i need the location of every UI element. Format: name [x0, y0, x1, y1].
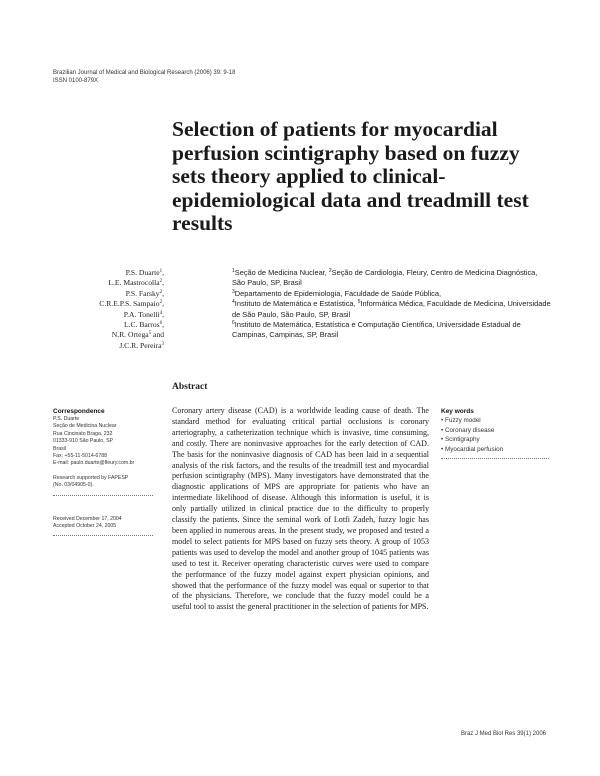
author-name: L.E. Mastrocolla$^2$, [108, 278, 164, 288]
author-label: L.E. Mastrocolla [108, 278, 160, 288]
address-line: Seção de Medicina Nuclear [53, 423, 117, 430]
keyword-item: • Scintigraphy [441, 436, 480, 444]
author-affiliation-mark: 2 [159, 289, 163, 295]
author-affiliation-mark: 2 [159, 300, 163, 306]
journal-citation: Brazilian Journal of Medical and Biological Research (2006) 39: 9-18 [53, 70, 236, 76]
author-name: N.R. Ortega$^5$ and [111, 330, 164, 340]
email-line[interactable]: E-mail: paulo.duarte@fleury.com.br [53, 460, 135, 467]
received-date: Received December 17, 2004 [53, 515, 122, 522]
funding-line: Research supported by FAPESP [53, 474, 129, 481]
keyword-item: • Myocardial perfusion [441, 445, 504, 453]
author-label: C.R.E.P.S. Sampaio [99, 299, 160, 309]
affiliation: $^1$Seção de Medicina Nuclear, $^2$Seção de Cardiologia, Fleury, Centro de Medicina Diagnóstica, São Paulo, SP, Brasil [232, 268, 538, 288]
author-name: P.S. Farsky$^2$, [125, 288, 164, 298]
correspondence-address [53, 416, 168, 468]
author-affiliation-mark: 3 [161, 341, 164, 347]
abstract-body: Coronary artery disease (CAD) is a worldwide leading cause of death. The standard method for evaluating critical partial occlusions is coronary arteriography, a catheterization technique which is invasive, time consuming, and costly. There are noninvasive approaches for the early detection of CAD. The basis for the noninvasive diagnosis of CAD has been laid in a sequential analysis of the risk factors, and the results of the treadmill test and myocardial perfusion scintigraphy (MPS). Many investigators have demonstrated that the diagnostic applications of MPS are appropriate for patients who have an intermediate likelihood of disease. Although this information is useful, it is only partially utilized in clinical practice due to the difficulty to properly classify the patients. Since the seminal work of Lotfi Zadeh, fuzzy logic has been applied in numerous areas. In the present study, we proposed and tested a model to select patients for MPS based on fuzzy sets theory. A group of 1053 patients was used to develop the model and another group of 1045 patients was used to test it. Receiver operating characteristic curves were used to compare the performance of the fuzzy model against expert physician opinions, and showed that the performance of the fuzzy model was equal or superior to that of the physicians. Therefore, we conclude that the fuzzy model could be a useful tool to assist the general practitioner in the selection of patients for MPS. [172, 406, 429, 612]
author-label: J.C.R. Pereira [119, 340, 162, 350]
journal-header [53, 69, 235, 85]
funding-line: (No. 03/04905-0). [53, 482, 94, 489]
fax-line: Fax: +55-11-5014-6788 [53, 453, 107, 460]
keyword-item: • Coronary disease [441, 426, 495, 434]
correspondence-heading: Correspondence [53, 408, 105, 415]
accepted-date: Accepted October 24, 2005 [53, 523, 117, 530]
author-name: P.S. Duarte$^1$, [125, 268, 164, 277]
address-line: Rua Cincinato Braga, 232 [53, 430, 113, 437]
author-affiliation-mark: 1 [159, 269, 163, 274]
author-name: P.A. Tonelli$^4$, [123, 309, 164, 319]
correspondence-block [53, 407, 168, 536]
author-label: L.C. Barros [123, 320, 160, 330]
divider [53, 534, 153, 536]
affiliation: $^6$Instituto de Matemática, Estatística e Computação Científica, Universidade Estadual de Campinas, Campinas, SP, Brasil [232, 320, 521, 340]
address-line: P.S. Duarte [53, 416, 80, 422]
author-label: P.A. Tonelli [123, 309, 160, 319]
divider [441, 457, 549, 459]
author-label: N.R. Ortega [111, 330, 149, 340]
keyword-item: • Fuzzy model [441, 417, 481, 424]
author-name [99, 341, 164, 351]
keywords-list [441, 416, 551, 454]
dates-block [53, 516, 168, 531]
author-label: P.S. Farsky [125, 288, 160, 298]
author-list [99, 268, 164, 351]
author-affiliation-mark: 6 [159, 321, 163, 327]
author-label: P.S. Duarte [125, 268, 160, 277]
article-title: Selection of patients for myocardial perfusion scintigraphy based on fuzzy sets theory applied to clinical-epidemiological data and treadmill test results [172, 117, 529, 235]
affiliation: $^3$Departamento de Epidemiologia, Faculdade de Saúde Pública, [232, 288, 442, 298]
author-affiliation-mark: 2 [159, 279, 163, 285]
affiliation-list [232, 268, 552, 341]
keywords-heading: Key words [441, 408, 474, 415]
author-affiliation-mark: 4 [159, 310, 163, 316]
address-line: 01333-910 São Paulo, SP [53, 438, 113, 445]
address-line: Brasil [53, 445, 66, 452]
author-name: C.R.E.P.S. Sampaio$^2$, [99, 299, 164, 309]
page-footer: Braz J Med Biol Res 39(1) 2006 [460, 731, 546, 737]
abstract-heading: Abstract [172, 382, 208, 392]
issn: ISSN 0100-879X [53, 78, 99, 84]
author-name: L.C. Barros$^6$, [123, 320, 164, 330]
keywords-block [441, 407, 551, 459]
divider [53, 494, 153, 496]
funding-note [53, 475, 168, 490]
author-affiliation-mark: 5 [148, 331, 152, 337]
affiliation: $^4$Instituto de Matemática e Estatística, $^5$Informática Médica, Faculdade de Medicina, Universidade de São Paulo, São Paulo, SP, Brasil [232, 299, 551, 319]
